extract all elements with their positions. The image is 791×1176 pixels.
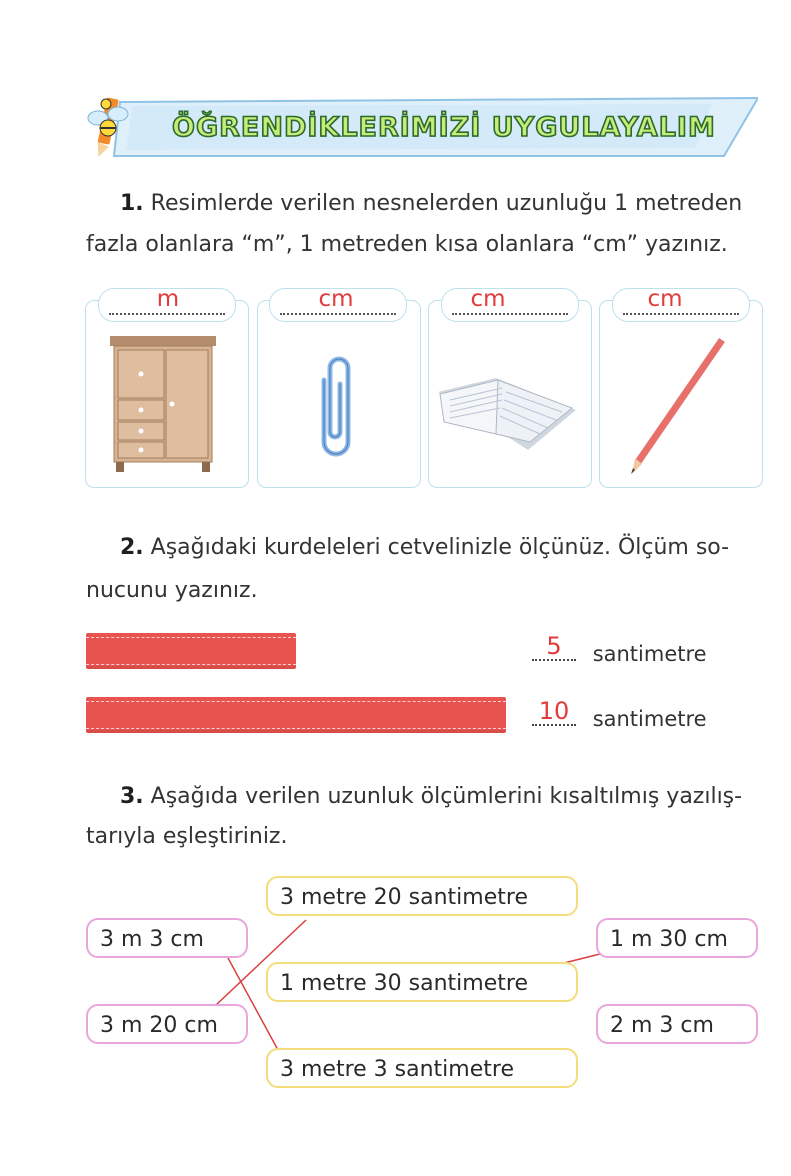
ribbon-1-unit: santimetre [592, 642, 707, 666]
match-right-2[interactable]: 2 m 3 cm [596, 1004, 758, 1044]
ribbon-2-unit: santimetre [592, 707, 707, 731]
section-title: ÖĞRENDİKLERİMİZİ UYGULAYALIM [172, 112, 716, 143]
ribbon-1-answer: 5 [546, 632, 562, 660]
match-middle-3[interactable]: 3 metre 3 santimetre [266, 1048, 578, 1088]
q1-number: 1. [120, 191, 144, 216]
q3-line1: Aşağıda verilen uzunluk ölçümlerini kısaltılmış yazılış- [150, 784, 743, 809]
q1-line1: Resimlerde verilen nesnelerden uzunluğu 1 metreden [150, 191, 743, 216]
answer-2: cm [318, 286, 354, 312]
match-middle-1[interactable]: 3 metre 20 santimetre [266, 876, 578, 916]
match-left-2[interactable]: 3 m 20 cm [86, 1004, 248, 1044]
q3-number: 3. [120, 784, 144, 809]
match-middle-2[interactable]: 1 metre 30 santimetre [266, 962, 578, 1002]
q3-text-line2: tarıyla eşleştiriniz. [86, 824, 288, 849]
q2-text-line2: nucunu yazınız. [86, 578, 258, 603]
q1-text-line2: fazla olanlara “m”, 1 metreden kısa olanlara “cm” yazınız. [86, 232, 728, 257]
match-right-1[interactable]: 1 m 30 cm [596, 918, 758, 958]
answer-4: cm [647, 286, 683, 312]
answer-3: cm [470, 286, 506, 312]
answer-1: m [156, 286, 180, 312]
q2-number: 2. [120, 535, 144, 560]
q2-line1: Aşağıdaki kurdeleleri cetvelinizle ölçünüz. Ölçüm so- [150, 535, 730, 560]
ribbon-2-answer: 10 [538, 697, 570, 725]
match-left-1[interactable]: 3 m 3 cm [86, 918, 248, 958]
